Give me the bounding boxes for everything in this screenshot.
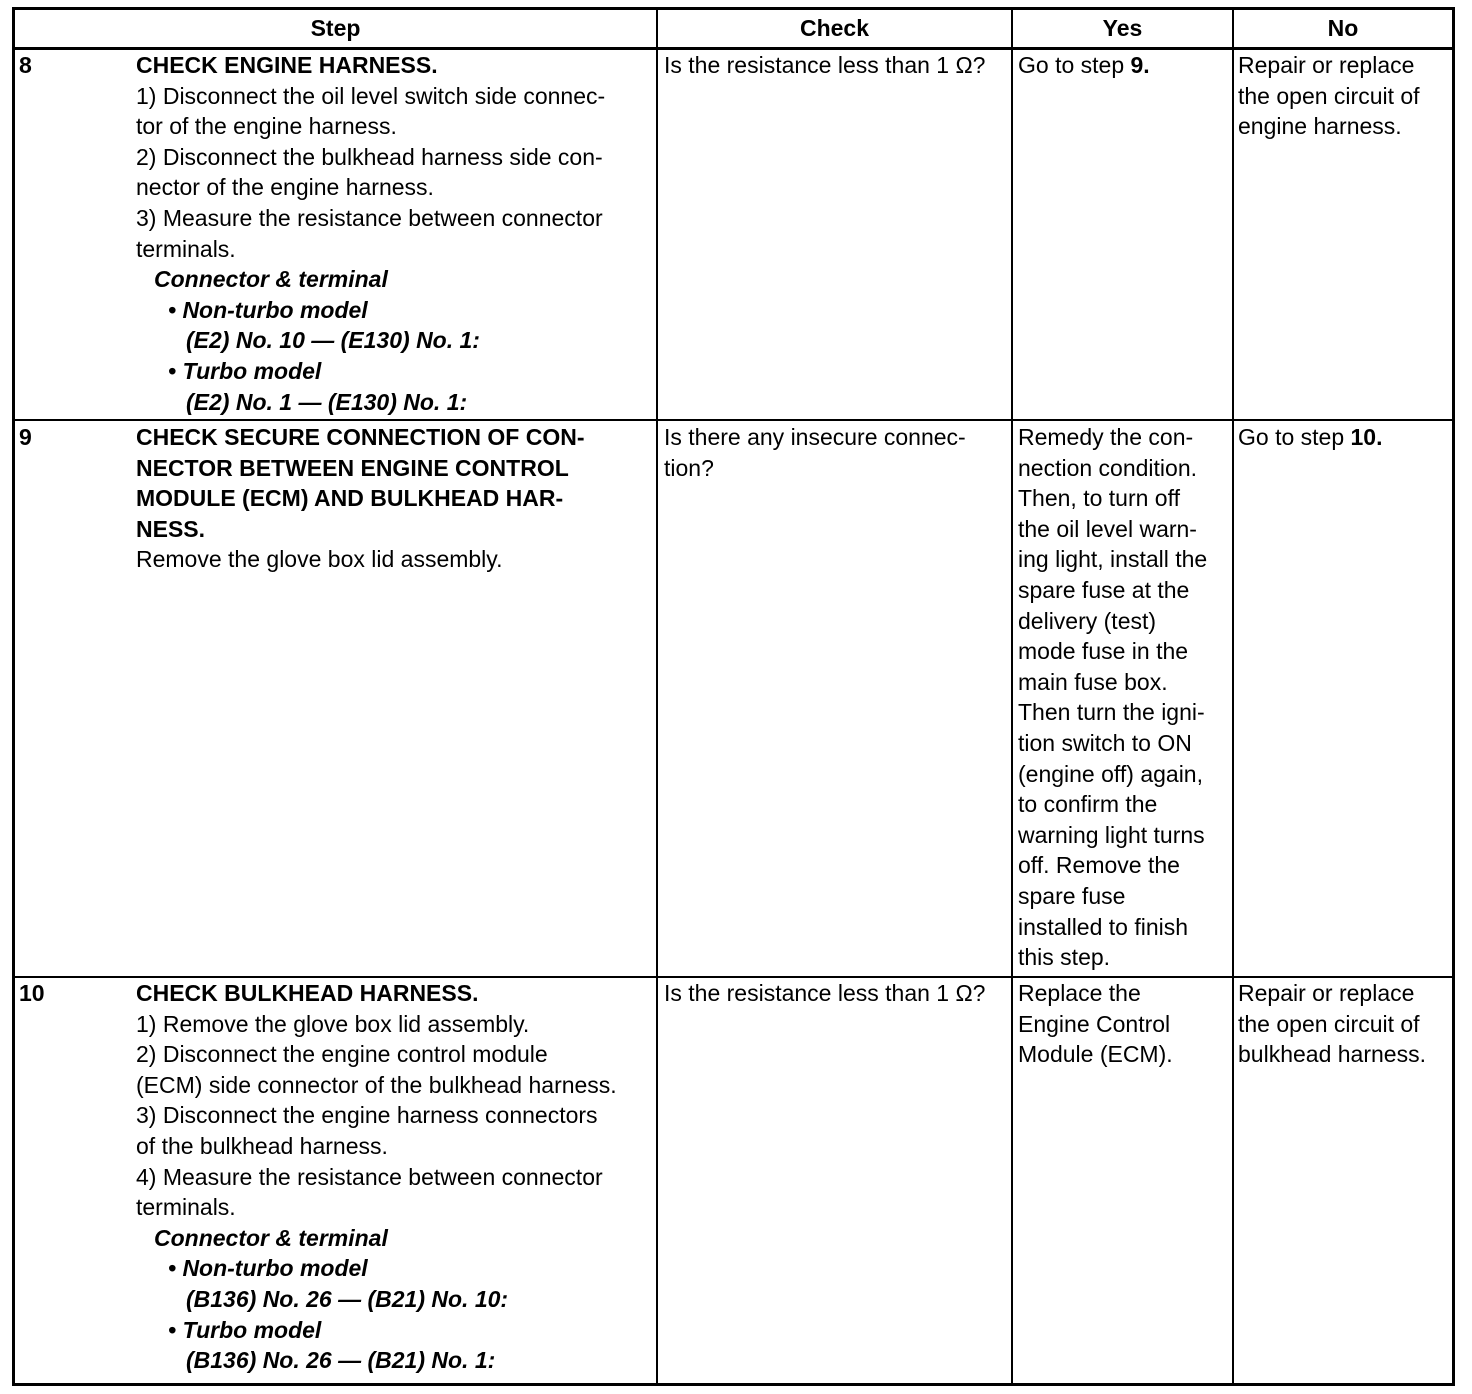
step-title: CHECK SECURE CONNECTION OF CON- [136,424,585,450]
no-text: Repair or replace [1238,980,1415,1006]
header-check: Check [799,15,870,41]
step-text: nector of the engine harness. [136,174,434,201]
step-text: 4) Measure the resistance between connector [136,1163,603,1190]
step-title: CHECK BULKHEAD HARNESS. [136,980,479,1006]
yes-cell [1018,978,1230,1070]
table-border-right [1452,7,1455,1386]
yes-text: nection condition. [1018,454,1198,481]
step-title: NECTOR BETWEEN ENGINE CONTROL [136,454,569,481]
step-text: 2) Disconnect the bulkhead harness side con- [136,143,603,170]
check-cell [664,50,1009,81]
no-text: the open circuit of [1238,1010,1420,1037]
check-text: tion? [664,454,714,481]
spec-value: (E2) No. 10 — (E130) No. 1: [186,327,480,354]
step-number: 8 [19,52,32,78]
spec-bullet: • Turbo model [168,357,322,384]
no-cell [1238,422,1450,453]
yes-text: main fuse box. [1018,668,1168,695]
yes-text: delivery (test) [1018,607,1157,634]
step-cell [136,50,652,417]
yes-text: ing light, install the [1018,546,1208,573]
yes-cell [1018,50,1230,81]
yes-text: Then, to turn off [1018,485,1180,512]
yes-text: spare fuse [1018,882,1126,909]
yes-text: Remedy the con- [1018,424,1194,450]
no-text: engine harness. [1238,113,1402,140]
check-text: Is there any insecure connec- [664,424,966,450]
step-text: tor of the engine harness. [136,113,397,140]
step-text: 3) Disconnect the engine harness connectors [136,1102,598,1129]
step-text: terminals. [136,235,236,262]
yes-text: Replace the [1018,980,1141,1006]
column-divider [656,7,658,1386]
step-number: 9 [19,424,32,450]
check-text: Is the resistance less than 1 Ω? [664,52,986,78]
spec-value: (B136) No. 26 — (B21) No. 10: [186,1285,509,1312]
yes-text: to confirm the [1018,791,1158,818]
no-step-ref: 10. [1350,424,1383,450]
yes-text: (engine off) again, [1018,760,1203,787]
yes-text: Then turn the igni- [1018,699,1205,726]
yes-text: Engine Control [1018,1010,1171,1037]
table-border-bottom [12,1383,1455,1386]
table-border-left [12,7,15,1386]
yes-text: Go to step [1018,52,1131,78]
yes-cell [1018,422,1230,973]
spec-bullet: • Non-turbo model [168,296,368,323]
no-cell [1238,50,1450,142]
step-cell [136,978,652,1376]
no-text: Repair or replace [1238,52,1415,78]
check-cell [664,978,1009,1009]
check-text: Is the resistance less than 1 Ω? [664,980,986,1006]
yes-text: this step. [1018,944,1111,971]
no-text: bulkhead harness. [1238,1041,1426,1068]
yes-text: Module (ECM). [1018,1041,1173,1068]
step-title: MODULE (ECM) AND BULKHEAD HAR- [136,485,564,512]
diagnostic-table [12,7,1455,1386]
spec-value: (E2) No. 1 — (E130) No. 1: [186,388,468,415]
row-divider [12,419,1455,421]
spec-bullet: • Non-turbo model [168,1255,368,1282]
step-text: 1) Disconnect the oil level switch side connec- [136,82,606,109]
yes-text: spare fuse at the [1018,576,1190,603]
step-cell [136,422,652,575]
step-title: CHECK ENGINE HARNESS. [136,52,438,78]
spec-title: Connector & terminal [154,1224,388,1251]
step-text: 1) Remove the glove box lid assembly. [136,1010,530,1037]
step-text: 2) Disconnect the engine control module [136,1041,548,1068]
header-step: Step [310,15,361,41]
step-text: of the bulkhead harness. [136,1132,388,1159]
yes-text: off. Remove the [1018,852,1180,879]
no-text: Go to step [1238,424,1351,450]
yes-text: the oil level warn- [1018,515,1197,542]
column-divider [1011,7,1013,1386]
step-text: terminals. [136,1194,236,1221]
spec-bullet: • Turbo model [168,1316,322,1343]
yes-text: warning light turns [1018,821,1205,848]
step-number: 10 [19,980,45,1006]
column-divider [1232,7,1234,1386]
step-text: (ECM) side connector of the bulkhead harness. [136,1071,617,1098]
yes-text: installed to finish [1018,913,1189,940]
spec-value: (B136) No. 26 — (B21) No. 1: [186,1347,496,1374]
yes-text: tion switch to ON [1018,729,1192,756]
step-title: NESS. [136,515,206,542]
step-text: 3) Measure the resistance between connector [136,204,603,231]
step-text: Remove the glove box lid assembly. [136,546,503,573]
check-cell [664,422,1009,483]
header-yes: Yes [1102,15,1143,41]
spec-title: Connector & terminal [154,266,388,293]
yes-step-ref: 9. [1130,52,1150,78]
no-cell [1238,978,1450,1070]
header-no: No [1327,15,1359,41]
no-text: the open circuit of [1238,82,1420,109]
yes-text: mode fuse in the [1018,638,1189,665]
